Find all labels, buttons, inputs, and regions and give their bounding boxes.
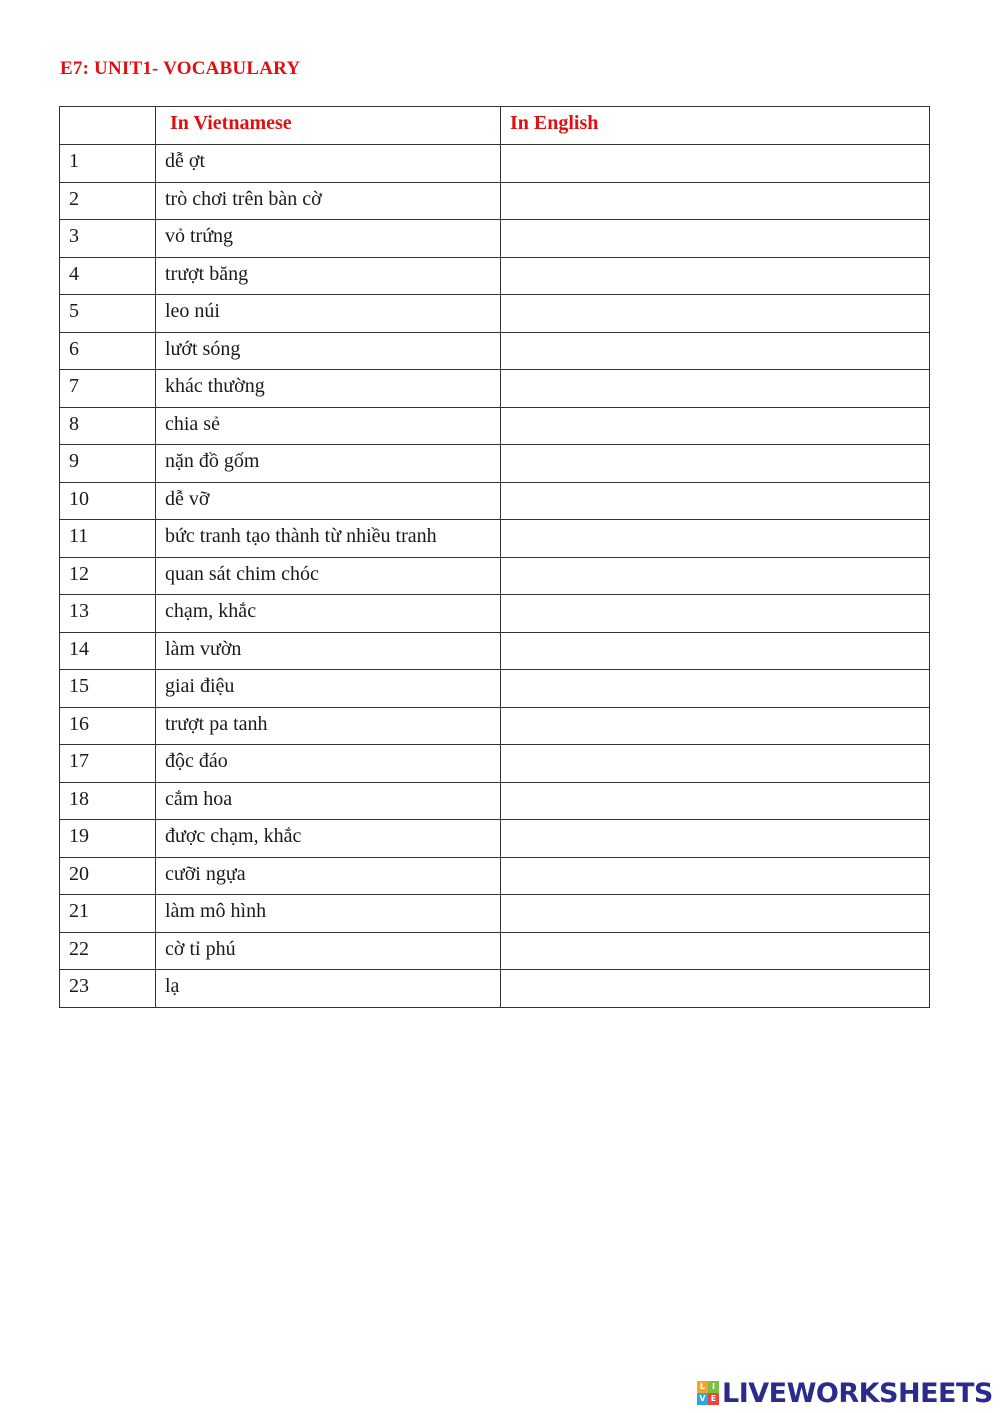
logo-text: LIVEWORKSHEETS [722, 1377, 993, 1409]
row-number: 21 [60, 895, 156, 933]
logo-mark-letter: E [708, 1393, 719, 1405]
english-answer-cell[interactable] [501, 445, 930, 483]
table-row [60, 332, 930, 370]
row-number: 12 [60, 557, 156, 595]
table-row [60, 257, 930, 295]
vietnamese-term: dễ ợt [156, 145, 501, 183]
vietnamese-term: độc đáo [156, 745, 501, 783]
row-number: 22 [60, 932, 156, 970]
table-row [60, 482, 930, 520]
vietnamese-term: được chạm, khắc [156, 820, 501, 858]
english-answer-cell[interactable] [501, 820, 930, 858]
vietnamese-term: chạm, khắc [156, 595, 501, 633]
logo-mark-letter: I [708, 1381, 719, 1393]
logo-mark-letter: L [697, 1381, 708, 1393]
table-row [60, 970, 930, 1008]
table-row [60, 932, 930, 970]
row-number: 18 [60, 782, 156, 820]
english-answer-cell[interactable] [501, 482, 930, 520]
table-row [60, 595, 930, 633]
english-answer-cell[interactable] [501, 295, 930, 333]
english-answer-cell[interactable] [501, 932, 930, 970]
row-number: 16 [60, 707, 156, 745]
english-answer-cell[interactable] [501, 707, 930, 745]
row-number: 8 [60, 407, 156, 445]
header-english: In English [501, 107, 930, 145]
vietnamese-term: vỏ trứng [156, 220, 501, 258]
table-row [60, 857, 930, 895]
row-number: 7 [60, 370, 156, 408]
header-number [60, 107, 156, 145]
english-answer-cell[interactable] [501, 220, 930, 258]
row-number: 17 [60, 745, 156, 783]
english-answer-cell[interactable] [501, 557, 930, 595]
vietnamese-term: dễ vỡ [156, 482, 501, 520]
english-answer-cell[interactable] [501, 332, 930, 370]
english-answer-cell[interactable] [501, 632, 930, 670]
vietnamese-term: bức tranh tạo thành từ nhiều tranh [156, 520, 501, 558]
row-number: 13 [60, 595, 156, 633]
vietnamese-term: quan sát chim chóc [156, 557, 501, 595]
english-answer-cell[interactable] [501, 857, 930, 895]
liveworksheets-mark-icon [697, 1381, 719, 1405]
header-vietnamese: In Vietnamese [156, 107, 501, 145]
table-row [60, 670, 930, 708]
row-number: 1 [60, 145, 156, 183]
table-row [60, 445, 930, 483]
table-row [60, 182, 930, 220]
vietnamese-term: giai điệu [156, 670, 501, 708]
row-number: 2 [60, 182, 156, 220]
table-row [60, 295, 930, 333]
english-answer-cell[interactable] [501, 670, 930, 708]
row-number: 19 [60, 820, 156, 858]
row-number: 6 [60, 332, 156, 370]
logo-mark-letter: V [697, 1393, 708, 1405]
table-row [60, 632, 930, 670]
table-row [60, 707, 930, 745]
row-number: 4 [60, 257, 156, 295]
vietnamese-term: khác thường [156, 370, 501, 408]
row-number: 20 [60, 857, 156, 895]
table-row [60, 145, 930, 183]
row-number: 10 [60, 482, 156, 520]
vietnamese-term: cưỡi ngựa [156, 857, 501, 895]
row-number: 15 [60, 670, 156, 708]
vietnamese-term: cờ tỉ phú [156, 932, 501, 970]
vietnamese-term: trượt băng [156, 257, 501, 295]
liveworksheets-logo [697, 1377, 993, 1409]
table-row [60, 820, 930, 858]
row-number: 5 [60, 295, 156, 333]
table-row [60, 520, 930, 558]
vietnamese-term: làm vườn [156, 632, 501, 670]
table-header-row [60, 107, 930, 145]
vietnamese-term: nặn đồ gốm [156, 445, 501, 483]
vietnamese-term: cắm hoa [156, 782, 501, 820]
vietnamese-term: chia sẻ [156, 407, 501, 445]
english-answer-cell[interactable] [501, 182, 930, 220]
vietnamese-term: lướt sóng [156, 332, 501, 370]
table-row [60, 557, 930, 595]
row-number: 11 [60, 520, 156, 558]
table-row [60, 220, 930, 258]
row-number: 14 [60, 632, 156, 670]
vietnamese-term: làm mô hình [156, 895, 501, 933]
english-answer-cell[interactable] [501, 745, 930, 783]
table-row [60, 370, 930, 408]
row-number: 3 [60, 220, 156, 258]
vietnamese-term: leo núi [156, 295, 501, 333]
row-number: 9 [60, 445, 156, 483]
table-row [60, 895, 930, 933]
vocabulary-table [59, 106, 930, 1008]
english-answer-cell[interactable] [501, 595, 930, 633]
english-answer-cell[interactable] [501, 520, 930, 558]
vietnamese-term: trượt pa tanh [156, 707, 501, 745]
vietnamese-term: lạ [156, 970, 501, 1008]
english-answer-cell[interactable] [501, 407, 930, 445]
english-answer-cell[interactable] [501, 145, 930, 183]
english-answer-cell[interactable] [501, 370, 930, 408]
table-row [60, 745, 930, 783]
table-row [60, 782, 930, 820]
worksheet-title: E7: UNIT1- VOCABULARY [60, 58, 301, 79]
vietnamese-term: trò chơi trên bàn cờ [156, 182, 501, 220]
english-answer-cell[interactable] [501, 257, 930, 295]
row-number: 23 [60, 970, 156, 1008]
english-answer-cell[interactable] [501, 895, 930, 933]
english-answer-cell[interactable] [501, 970, 930, 1008]
table-row [60, 407, 930, 445]
english-answer-cell[interactable] [501, 782, 930, 820]
